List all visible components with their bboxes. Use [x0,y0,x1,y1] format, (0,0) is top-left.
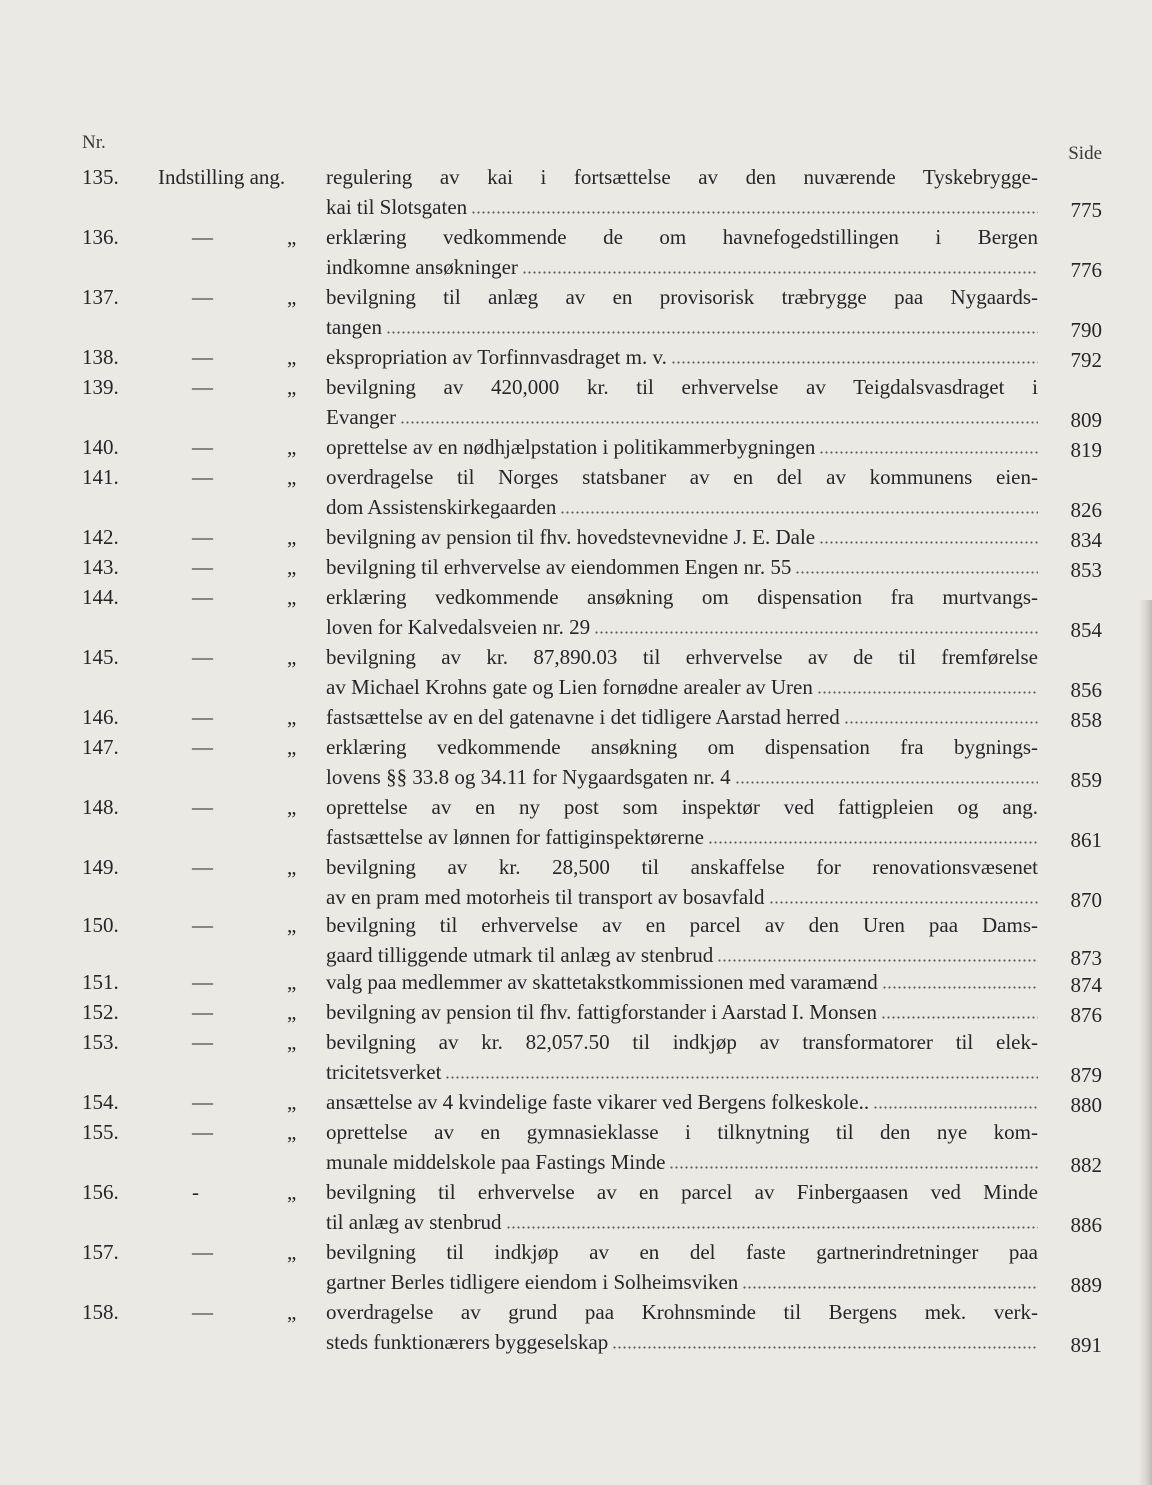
ditto-dash: — [192,913,213,937]
page-number: 879 [1070,1063,1102,1087]
leader-dots [881,1016,1038,1019]
ditto-mark: „ [287,645,297,669]
entry-line-1 [326,1240,1038,1265]
leader-dots [769,901,1038,904]
page-number: 819 [1070,438,1102,462]
entry-line-1 [326,285,1038,310]
entry-number: 153. [82,1030,119,1054]
entry-text: oprettelse av en nødhjælpstation i politikammerbygningen [326,435,816,459]
ditto-dash: — [192,525,213,549]
entry-text: bevilgning av kr. 28,500 til anskaffelse for renovationsvæsenet [326,855,1038,879]
entry-number: 135. [82,165,119,189]
page-number: 876 [1070,1003,1102,1027]
leader-dots [671,361,1038,364]
entry-text: bevilgning av kr. 82,057.50 til indkjøp av transformatorer til elek- [326,1030,1038,1054]
entry-number: 143. [82,555,119,579]
entry-text: bevilgning av pension til fhv. fattigforstander i Aarstad I. Monsen [326,1000,877,1024]
ditto-mark: „ [287,913,297,937]
leader-dots [594,631,1038,634]
ditto-dash: — [192,375,213,399]
leader-dots [717,959,1038,962]
ditto-mark: „ [287,585,297,609]
entry-number: 156. [82,1180,119,1204]
page-number: 853 [1070,558,1102,582]
entry-text-continued: av Michael Krohns gate og Lien fornødne arealer av Uren [326,675,813,699]
ditto-dash: — [192,585,213,609]
leader-dots [708,841,1038,844]
entry-text: erklæring vedkommende ansøkning om dispensation fra murtvangs- [326,585,1038,609]
entry-text: bevilgning til indkjøp av en del faste gartnerindretninger paa [326,1240,1038,1264]
entry-line-2 [326,943,1038,968]
entry-number: 139. [82,375,119,399]
entry-line-1 [326,913,1038,938]
entry-number: 137. [82,285,119,309]
entry-number: 157. [82,1240,119,1264]
page-number: 775 [1070,198,1102,222]
ditto-mark: „ [287,1120,297,1144]
leader-dots [817,691,1038,694]
page-number: 826 [1070,498,1102,522]
page-number: 809 [1070,408,1102,432]
page-number: 861 [1070,828,1102,852]
page-number: 858 [1070,708,1102,732]
leader-dots [795,571,1038,574]
ditto-mark: „ [287,1180,297,1204]
column-header-side: Side [1068,143,1102,164]
entry-line-1 [326,1180,1038,1205]
leader-dots [882,986,1038,989]
ditto-dash: — [192,465,213,489]
entry-text-continued: gartner Berles tidligere eiendom i Solheimsviken [326,1270,739,1294]
entry-text-continued: tangen [326,315,382,339]
entry-text: ekspropriation av Torfinnvasdraget m. v. [326,345,667,369]
entry-number: 152. [82,1000,119,1024]
page-number: 889 [1070,1273,1102,1297]
entry-number: 144. [82,585,119,609]
entry-text: bevilgning til anlæg av en provisorisk træbrygge paa Nygaards- [326,285,1038,309]
page-number: 880 [1070,1093,1102,1117]
ditto-mark: „ [287,1090,297,1114]
entry-text: bevilgning av 420,000 kr. til erhvervelse av Teigdalsvasdraget i [326,375,1038,399]
leader-dots [471,211,1038,214]
ditto-dash: — [192,435,213,459]
leader-dots [522,271,1038,274]
ditto-mark: „ [287,225,297,249]
ditto-dash: — [192,1090,213,1114]
entry-text-continued: loven for Kalvedalsveien nr. 29 [326,615,591,639]
column-header-nr: Nr. [82,132,106,153]
entry-text-continued: indkomne ansøkninger [326,255,518,279]
page-number: 873 [1070,946,1102,970]
leader-dots [445,1076,1038,1079]
entry-line-1 [326,465,1038,490]
entry-line-1 [326,345,1038,370]
entry-number: 149. [82,855,119,879]
entry-text: regulering av kai i fortsættelse av den nuværende Tyskebrygge- [326,165,1038,189]
entry-number: 142. [82,525,119,549]
ditto-mark: „ [287,555,297,579]
entry-line-1 [326,165,1038,190]
ditto-mark: „ [287,1000,297,1024]
ditto-dash: - [192,1180,199,1204]
entry-number: 147. [82,735,119,759]
entry-line-1 [326,375,1038,400]
ditto-mark: „ [287,465,297,489]
entry-number: 141. [82,465,119,489]
entry-line-1 [326,585,1038,610]
entry-text-continued: lovens §§ 33.8 og 34.11 for Nygaardsgaten nr. 4 [326,765,731,789]
entry-text: bevilgning til erhvervelse av eiendommen Engen nr. 55 [326,555,792,579]
leader-dots [819,541,1038,544]
entry-lead: Indstilling ang. [158,165,286,189]
leader-dots [742,1286,1038,1289]
ditto-dash: — [192,735,213,759]
entry-line-1 [326,970,1038,995]
entry-text: erklæring vedkommende de om havnefogedstillingen i Bergen [326,225,1038,249]
entry-line-1 [326,1030,1038,1055]
page-edge-shadow [1138,600,1152,1485]
entry-line-1 [326,795,1038,820]
entry-line-2 [326,255,1038,280]
entry-text: valg paa medlemmer av skattetakstkommissionen med varamænd [326,970,878,994]
entry-line-2 [326,615,1038,640]
leader-dots [506,1226,1038,1229]
entry-line-1 [326,435,1038,460]
ditto-mark: „ [287,855,297,879]
entry-text-continued: til anlæg av stenbrud [326,1210,502,1234]
ditto-dash: — [192,345,213,369]
entry-text: bevilgning av kr. 87,890.03 til erhvervelse av de til fremførelse [326,645,1038,669]
entry-text-continued: tricitetsverket [326,1060,442,1084]
ditto-dash: — [192,1120,213,1144]
ditto-mark: „ [287,435,297,459]
leader-dots [386,331,1038,334]
entry-text: oprettelse av en ny post som inspektør ved fattigpleien og ang. [326,795,1038,819]
page-number: 886 [1070,1213,1102,1237]
entry-number: 155. [82,1120,119,1144]
page-number: 856 [1070,678,1102,702]
entry-text-continued: steds funktionærers byggeselskap [326,1330,609,1354]
entry-line-2 [326,825,1038,850]
entry-line-2 [326,1330,1038,1355]
ditto-dash: — [192,855,213,879]
entry-number: 136. [82,225,119,249]
entry-text: bevilgning av pension til fhv. hovedstevnevidne J. E. Dale [326,525,816,549]
leader-dots [560,511,1038,514]
entry-text: ansættelse av 4 kvindelige faste vikarer ved Bergens folkeskole.. [326,1090,870,1114]
ditto-dash: — [192,645,213,669]
leader-dots [844,721,1038,724]
entry-text: erklæring vedkommende ansøkning om dispensation fra bygnings- [326,735,1038,759]
ditto-dash: — [192,795,213,819]
leader-dots [819,451,1038,454]
entry-text: bevilgning til erhvervelse av en parcel av Finbergaasen ved Minde [326,1180,1038,1204]
page-number: 776 [1070,258,1102,282]
page-number: 792 [1070,348,1102,372]
ditto-mark: „ [287,1300,297,1324]
ditto-dash: — [192,970,213,994]
entry-line-1 [326,555,1038,580]
entry-line-2 [326,1150,1038,1175]
ditto-mark: „ [287,1030,297,1054]
entry-line-1 [326,645,1038,670]
entry-line-1 [326,525,1038,550]
entry-line-2 [326,405,1038,430]
entry-line-2 [326,675,1038,700]
entry-line-1 [326,1120,1038,1145]
page-number: 891 [1070,1333,1102,1357]
entry-line-1 [326,735,1038,760]
entry-line-1 [326,855,1038,880]
ditto-mark: „ [287,375,297,399]
entry-number: 146. [82,705,119,729]
entry-line-2 [326,1210,1038,1235]
entry-text-continued: av en pram med motorheis til transport av bosavfald [326,885,765,909]
entry-line-2 [326,885,1038,910]
entry-text: fastsættelse av en del gatenavne i det tidligere Aarstad herred [326,705,840,729]
entry-line-1 [326,1300,1038,1325]
entry-line-2 [326,195,1038,220]
ditto-mark: „ [287,705,297,729]
ditto-mark: „ [287,525,297,549]
entry-text: overdragelse til Norges statsbaner av en del av kommunens eien- [326,465,1038,489]
entry-line-2 [326,765,1038,790]
entry-line-2 [326,1270,1038,1295]
ditto-dash: — [192,555,213,579]
entry-number: 150. [82,913,119,937]
ditto-dash: — [192,1000,213,1024]
page-number: 882 [1070,1153,1102,1177]
entry-text-continued: dom Assistenskirkegaarden [326,495,557,519]
ditto-dash: — [192,1300,213,1324]
entry-number: 148. [82,795,119,819]
entry-number: 145. [82,645,119,669]
entry-text-continued: fastsættelse av lønnen for fattiginspektørerne [326,825,704,849]
entry-text: bevilgning til erhvervelse av en parcel av den Uren paa Dams- [326,913,1038,937]
leader-dots [735,781,1038,784]
entry-number: 154. [82,1090,119,1114]
entry-line-2 [326,495,1038,520]
entry-number: 140. [82,435,119,459]
leader-dots [873,1106,1038,1109]
entry-line-1 [326,225,1038,250]
ditto-mark: „ [287,345,297,369]
ditto-dash: — [192,225,213,249]
page-number: 870 [1070,888,1102,912]
entry-line-1 [326,1000,1038,1025]
ditto-dash: — [192,285,213,309]
ditto-mark: „ [287,285,297,309]
entry-number: 158. [82,1300,119,1324]
entry-line-2 [326,315,1038,340]
page-number: 874 [1070,973,1102,997]
entry-text-continued: gaard tilliggende utmark til anlæg av stenbrud [326,943,714,967]
entry-text: oprettelse av en gymnasieklasse i tilknytning til den nye kom- [326,1120,1038,1144]
ditto-dash: — [192,705,213,729]
entry-line-1 [326,705,1038,730]
ditto-dash: — [192,1240,213,1264]
page-number: 859 [1070,768,1102,792]
entry-text-continued: Evanger [326,405,396,429]
entry-line-2 [326,1060,1038,1085]
entry-text-continued: kai til Slotsgaten [326,195,468,219]
leader-dots [612,1346,1038,1349]
page-number: 790 [1070,318,1102,342]
page-number: 834 [1070,528,1102,552]
ditto-mark: „ [287,795,297,819]
entry-line-1 [326,1090,1038,1115]
entry-number: 151. [82,970,119,994]
entry-text: overdragelse av grund paa Krohnsminde til Bergens mek. verk- [326,1300,1038,1324]
page-number: 854 [1070,618,1102,642]
leader-dots [400,421,1038,424]
ditto-mark: „ [287,735,297,759]
leader-dots [669,1166,1038,1169]
entry-number: 138. [82,345,119,369]
ditto-mark: „ [287,1240,297,1264]
ditto-mark: „ [287,970,297,994]
entry-text-continued: munale middelskole paa Fastings Minde [326,1150,666,1174]
ditto-dash: — [192,1030,213,1054]
